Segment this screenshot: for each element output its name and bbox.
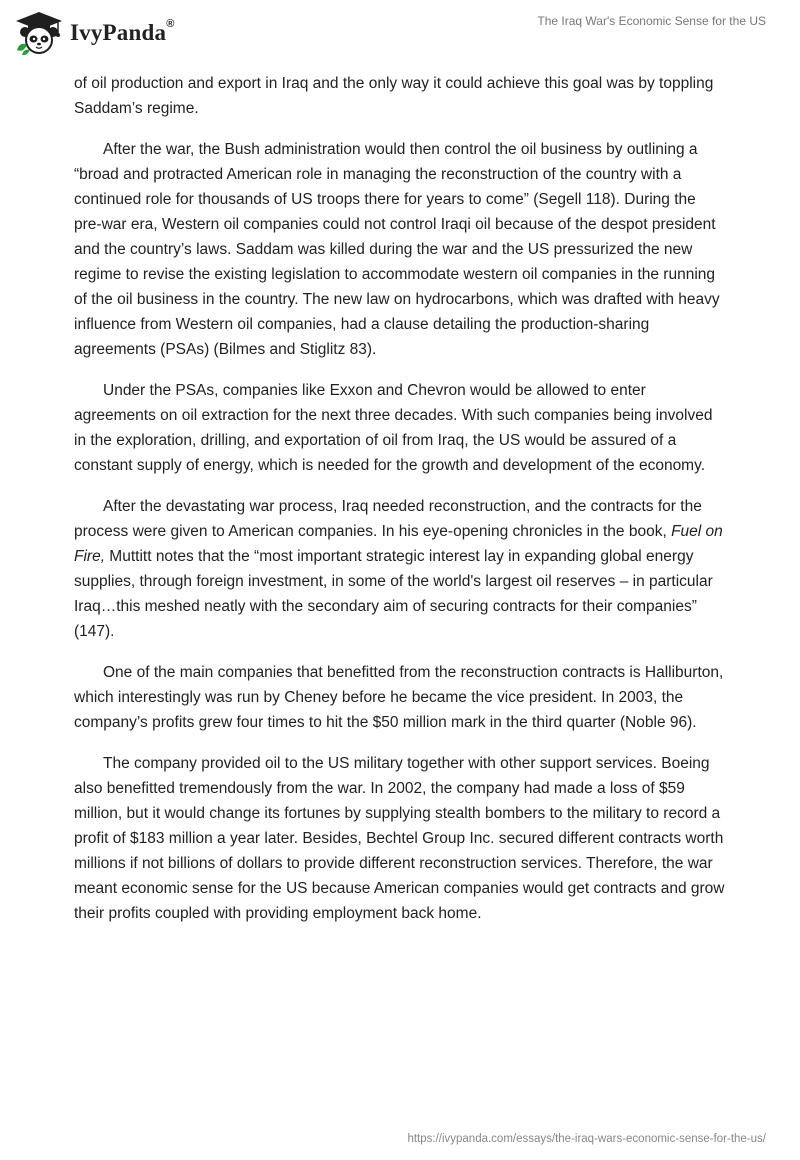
paragraph: One of the main companies that benefitted from the reconstruction contracts is Halliburton, which interestingly was run by Cheney before he became the vice president. In 2003, the company’s profits grew four times to hit the $50 million mark in the third quarter (Noble 96).	[74, 664, 724, 731]
paragraph-text: After the devastating war process, Iraq needed reconstruction, and the contracts for the process were given to American companies. In his eye-opening chronicles in the book,	[74, 498, 702, 540]
document-title: The Iraq War's Economic Sense for the US	[537, 14, 766, 28]
registered-mark: ®	[166, 18, 175, 31]
paragraph-text: Muttitt notes that the “most important strategic interest lay in expanding global energy supplies, through foreign investment, in some of the world's largest oil reserves – in particular Iraq…this meshed neatly with the secondary aim of securing contracts for their companies” (147).	[74, 548, 713, 640]
essay-body	[74, 71, 726, 942]
source-url[interactable]: https://ivypanda.com/essays/the-iraq-wars-economic-sense-for-the-us/	[407, 1133, 766, 1145]
panda-graduation-cap-icon	[14, 10, 64, 56]
paragraph	[74, 494, 726, 644]
paragraph: Under the PSAs, companies like Exxon and Chevron would be allowed to enter agreements on oil extraction for the next three decades. With such companies being involved in the exploration, drilling, and exportation of oil from Iraq, the US would be assured of a constant supply of energy, which is needed for the growth and development of the economy.	[74, 382, 713, 474]
brand-text: IvyPanda	[70, 20, 167, 45]
paragraph: The company provided oil to the US military together with other support services. Boeing also benefitted tremendously from the war. In 2002, the company had made a loss of $59 million, but it would change its fortunes by supplying stealth bombers to the military to record a profit of $183 million a year later. Besides, Bechtel Group Inc. secured different contracts worth millions if not billions of dollars to provide different reconstruction services. Therefore, the war meant economic sense for the US because American companies would get contracts and grow their profits coupled with providing employment back home.	[74, 755, 725, 922]
book-title: Fuel on Fire,	[74, 523, 723, 565]
ivypanda-logo[interactable]	[14, 10, 175, 56]
paragraph: After the war, the Bush administration would then control the oil business by outlining a “broad and protracted American role in managing the reconstruction of the country with a continued role for thousands of US troops there for years to come” (Segell 118). During the pre-war era, Western oil companies could not control Iraqi oil because of the despot president and the country’s laws. Saddam was killed during the war and the US pressurized the new regime to revise the existing legislation to accommodate western oil companies in the running of the oil business in the country. The new law on hydrocarbons, which was drafted with heavy influence from Western oil companies, had a clause detailing the production-sharing agreements (PSAs) (Bilmes and Stiglitz 83).	[74, 141, 720, 358]
paragraph-continuation: of oil production and export in Iraq and the only way it could achieve this goal was by toppling Saddam’s regime.	[74, 75, 714, 117]
brand-name	[70, 20, 175, 46]
page-header	[0, 0, 800, 70]
